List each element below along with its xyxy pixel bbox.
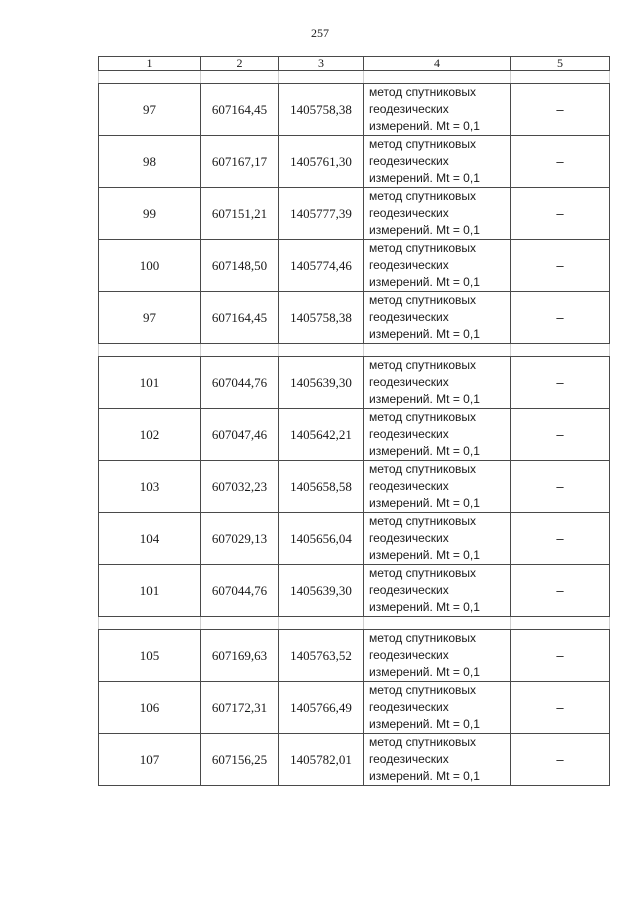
header-row [99,57,610,71]
method-cell [364,409,511,461]
point-number-cell: 99 [99,188,201,240]
header-col-3: 3 [279,57,364,71]
method-line: измерений. Mt = 0,1 [369,119,480,133]
point-number-cell: 97 [99,84,201,136]
method-line: измерений. Mt = 0,1 [369,275,480,289]
method-line: метод спутниковых [369,410,477,424]
separator-cell [511,344,610,357]
table-row [99,357,610,409]
point-number-cell: 100 [99,240,201,292]
dash-cell: – [511,461,610,513]
point-number-cell: 105 [99,630,201,682]
point-number-cell: 106 [99,682,201,734]
method-line: геодезических [369,427,449,441]
method-line: измерений. Mt = 0,1 [369,171,480,185]
page-number: 257 [311,26,329,40]
coordinate-y-cell: 1405763,52 [279,630,364,682]
method-line: измерений. Mt = 0,1 [369,600,480,614]
coordinate-x-cell: 607164,45 [201,84,279,136]
coordinate-y-cell: 1405658,58 [279,461,364,513]
dash-cell: – [511,682,610,734]
method-line: метод спутниковых [369,358,477,372]
method-cell [364,630,511,682]
method-line: измерений. Mt = 0,1 [369,327,480,341]
coordinate-x-cell: 607172,31 [201,682,279,734]
dash-cell: – [511,513,610,565]
method-line: измерений. Mt = 0,1 [369,496,480,510]
coordinates-table [98,56,610,786]
method-cell [364,188,511,240]
dash-cell: – [511,409,610,461]
point-number-cell: 101 [99,357,201,409]
separator-cell [99,344,201,357]
method-line: геодезических [369,102,449,116]
coordinate-x-cell: 607148,50 [201,240,279,292]
table-body [99,71,610,786]
table-row [99,240,610,292]
coordinate-y-cell: 1405766,49 [279,682,364,734]
separator-cell [511,71,610,84]
coordinate-x-cell: 607032,23 [201,461,279,513]
group-separator-row [99,71,610,84]
table-row [99,461,610,513]
method-line: измерений. Mt = 0,1 [369,548,480,562]
header-col-4: 4 [364,57,511,71]
table-row [99,630,610,682]
group-separator-row [99,344,610,357]
table-row [99,84,610,136]
point-number-cell: 107 [99,734,201,786]
method-line: метод спутниковых [369,137,477,151]
method-line: геодезических [369,375,449,389]
coordinate-y-cell: 1405639,30 [279,357,364,409]
table-row [99,734,610,786]
method-line: метод спутниковых [369,85,477,99]
coordinate-y-cell: 1405774,46 [279,240,364,292]
method-line: метод спутниковых [369,566,477,580]
coordinate-x-cell: 607156,25 [201,734,279,786]
table-row [99,513,610,565]
method-line: измерений. Mt = 0,1 [369,223,480,237]
separator-cell [364,617,511,630]
dash-cell: – [511,84,610,136]
method-line: измерений. Mt = 0,1 [369,392,480,406]
method-line: метод спутниковых [369,735,477,749]
method-cell [364,565,511,617]
coordinate-x-cell: 607047,46 [201,409,279,461]
separator-cell [364,71,511,84]
method-line: геодезических [369,700,449,714]
table-row [99,188,610,240]
coordinate-x-cell: 607164,45 [201,292,279,344]
coordinate-x-cell: 607151,21 [201,188,279,240]
method-line: измерений. Mt = 0,1 [369,444,480,458]
coordinate-y-cell: 1405758,38 [279,292,364,344]
coordinate-y-cell: 1405639,30 [279,565,364,617]
separator-cell [279,344,364,357]
method-line: метод спутниковых [369,462,477,476]
coordinate-y-cell: 1405758,38 [279,84,364,136]
method-line: метод спутниковых [369,293,477,307]
separator-cell [364,344,511,357]
separator-cell [279,71,364,84]
separator-cell [201,617,279,630]
method-cell [364,357,511,409]
method-line: измерений. Mt = 0,1 [369,665,480,679]
coordinate-x-cell: 607029,13 [201,513,279,565]
method-line: геодезических [369,479,449,493]
method-line: геодезических [369,752,449,766]
header-col-5: 5 [511,57,610,71]
separator-cell [201,344,279,357]
coordinate-y-cell: 1405777,39 [279,188,364,240]
table-row [99,565,610,617]
coordinate-y-cell: 1405782,01 [279,734,364,786]
point-number-cell: 102 [99,409,201,461]
coordinate-y-cell: 1405642,21 [279,409,364,461]
method-cell [364,734,511,786]
method-line: геодезических [369,531,449,545]
dash-cell: – [511,188,610,240]
coordinate-y-cell: 1405761,30 [279,136,364,188]
point-number-cell: 98 [99,136,201,188]
table-row [99,409,610,461]
dash-cell: – [511,565,610,617]
method-line: метод спутниковых [369,241,477,255]
method-cell [364,136,511,188]
method-cell [364,84,511,136]
method-cell [364,292,511,344]
coordinate-x-cell: 607169,63 [201,630,279,682]
method-line: геодезических [369,648,449,662]
table-row [99,136,610,188]
method-line: геодезических [369,310,449,324]
separator-cell [511,617,610,630]
point-number-cell: 104 [99,513,201,565]
point-number-cell: 101 [99,565,201,617]
coordinate-x-cell: 607044,76 [201,565,279,617]
method-cell [364,682,511,734]
method-line: метод спутниковых [369,631,477,645]
dash-cell: – [511,292,610,344]
method-line: измерений. Mt = 0,1 [369,717,480,731]
separator-cell [279,617,364,630]
method-line: метод спутниковых [369,189,477,203]
method-line: метод спутниковых [369,514,477,528]
dash-cell: – [511,240,610,292]
method-line: метод спутниковых [369,683,477,697]
header-col-1: 1 [99,57,201,71]
group-separator-row [99,617,610,630]
dash-cell: – [511,734,610,786]
header-col-2: 2 [201,57,279,71]
dash-cell: – [511,357,610,409]
method-line: геодезических [369,583,449,597]
method-line: геодезических [369,258,449,272]
dash-cell: – [511,136,610,188]
separator-cell [99,617,201,630]
method-line: геодезических [369,206,449,220]
separator-cell [99,71,201,84]
separator-cell [201,71,279,84]
point-number-cell: 97 [99,292,201,344]
coordinate-x-cell: 607044,76 [201,357,279,409]
table-row [99,682,610,734]
coordinate-y-cell: 1405656,04 [279,513,364,565]
method-cell [364,240,511,292]
dash-cell: – [511,630,610,682]
method-cell [364,461,511,513]
method-cell [364,513,511,565]
coordinate-x-cell: 607167,17 [201,136,279,188]
method-line: измерений. Mt = 0,1 [369,769,480,783]
point-number-cell: 103 [99,461,201,513]
table-row [99,292,610,344]
method-line: геодезических [369,154,449,168]
